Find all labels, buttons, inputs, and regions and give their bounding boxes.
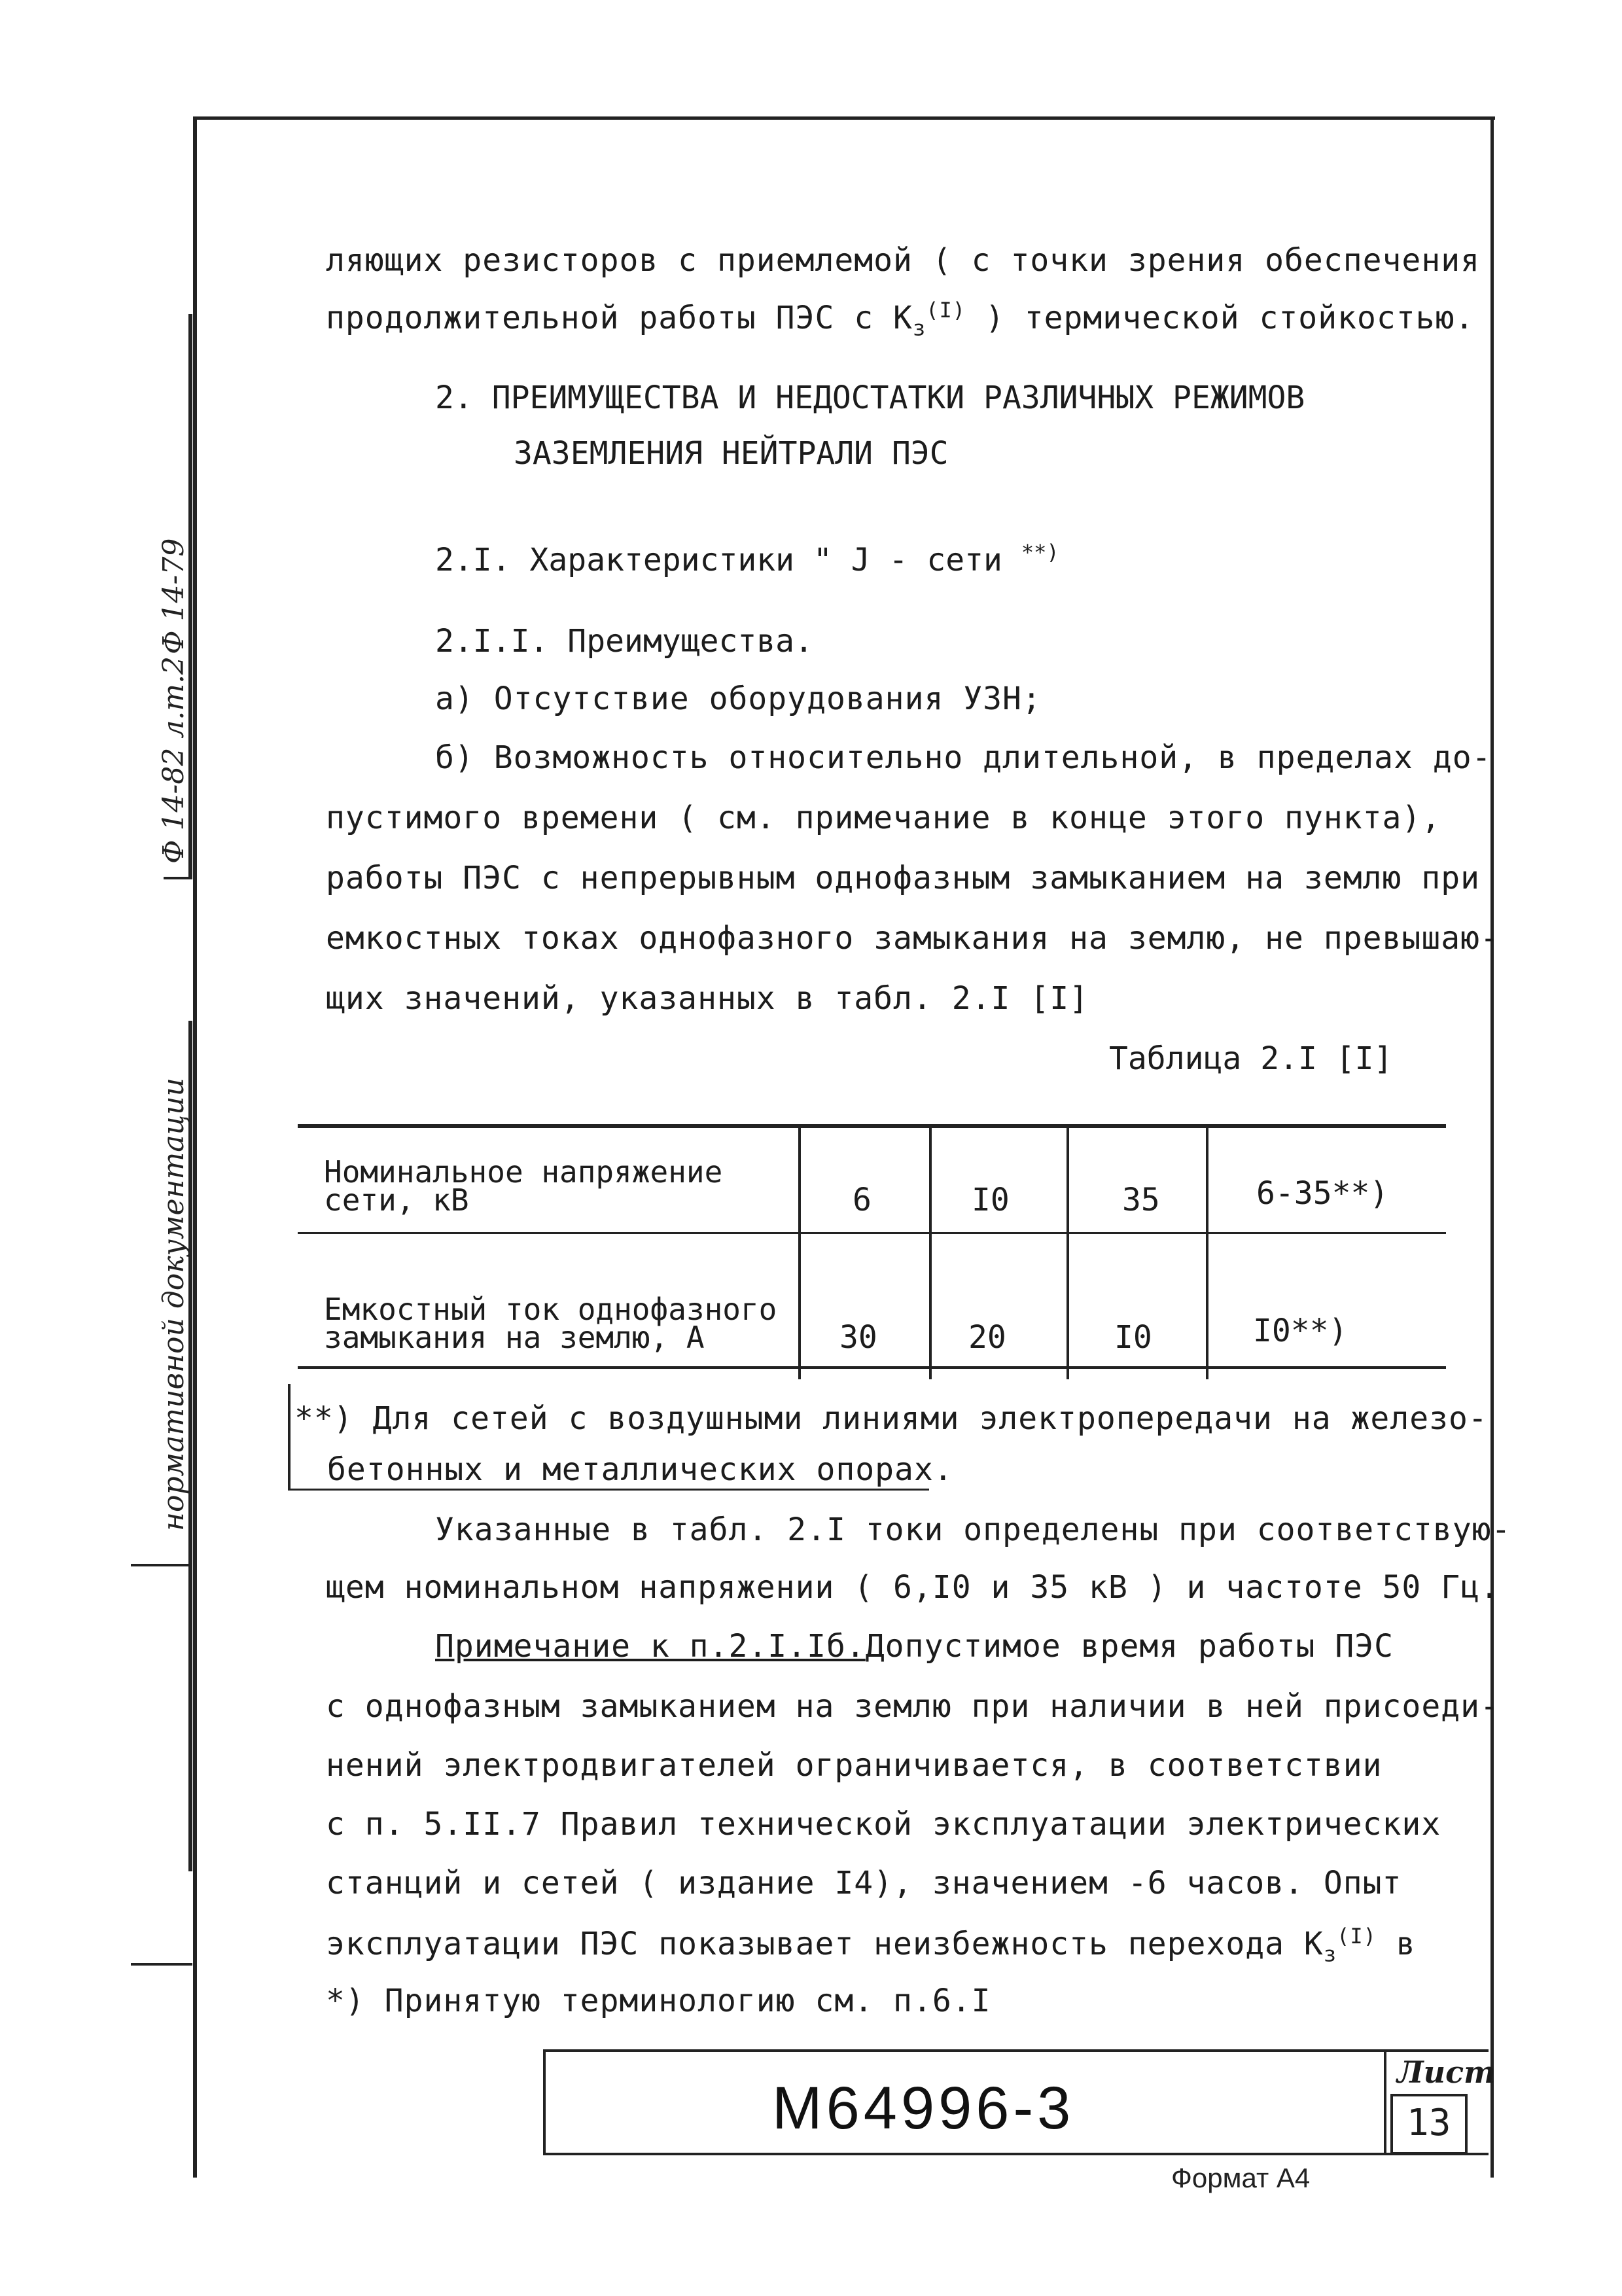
subsubsection-title: 2.I.I. Преимущества. [435,623,813,660]
row1-value-range: 6-35**) [1256,1175,1389,1212]
page-footnote: *) Принятую терминологию см. п.6.I [326,1983,991,2019]
side-dash-3 [131,1963,192,1966]
after-table-line-2: щем номинальном напряжении ( 6,I0 и 35 кВ ) и частоте 50 Гц. [326,1569,1500,1606]
frame-right-border [1490,116,1494,2178]
side-dash-2 [131,1564,192,1566]
after-table-line-1: Указанные в табл. 2.I токи определены при соответствую- [435,1511,1511,1548]
note-line-5: станций и сетей ( издание I4), значением -6 часов. Опыт [326,1865,1402,1901]
section-title-line-2: ЗАЗЕМЛЕНИЯ НЕЙТРАЛИ ПЭС [514,435,949,472]
side-code-2: Ф 14-79 [157,538,190,654]
table-footnote-bracket [288,1384,291,1489]
row1-value-10: I0 [972,1182,1010,1218]
table-footnote-line-1: **) Для сетей с воздушными линиями электропередачи на железо- [294,1400,1488,1437]
item-b-line-5: щих значений, указанных в табл. 2.I [I] [326,980,1089,1017]
table-top-rule [298,1124,1446,1128]
table-col-sep-4 [1206,1124,1208,1379]
footer-left-rule [543,2049,546,2154]
item-b-line-1: б) Возможность относительно длительной, в пределах до- [435,739,1492,776]
body-line-2: продолжительной работы ПЭС с $К_з^{(I)}$ ) термической стойкостью. [326,298,1475,341]
sheet-number: 13 [1407,2102,1451,2144]
note-line-1: Примечание к п.2.I.Iб.Допустимое время работы ПЭС [435,1628,1394,1665]
row2-label-line-1: Емкостный ток однофазного [324,1292,777,1327]
frame-left-border [193,116,197,2178]
frame-top-border [193,116,1495,120]
table-col-sep-1 [798,1124,801,1379]
row2-value-10: I0 [1114,1319,1152,1356]
item-a: а) Отсутствие оборудования УЗН; [435,680,1042,717]
table-mid-rule [298,1232,1446,1234]
note-line-2: с однофазным замыканием на землю при наличии в ней присоеди- [326,1688,1500,1725]
subsection-title: 2.I. Характеристики " J - сети **) [435,540,1059,578]
table-footnote-line-2: бетонных и металлических опорах. [327,1451,953,1488]
row1-label-line-2: сети, кВ [324,1182,469,1218]
note-line-4: с п. 5.II.7 Правил технической эксплуатации электрических [326,1806,1441,1843]
row2-label-line-2: замыкания на землю, А [324,1320,705,1355]
footer-mid-rule [1384,2049,1386,2154]
row2-value-20: 20 [968,1319,1006,1356]
footer-bottom-rule [543,2153,1489,2155]
document-code: М64996-3 [772,2075,1075,2142]
section-title-line-1: 2. ПРЕИМУЩЕСТВА И НЕДОСТАТКИ РАЗЛИЧНЫХ РЕЖИМОВ [435,380,1305,416]
sheet-label: Лист [1397,2055,1496,2090]
body-line-1: ляющих резисторов с приемлемой ( с точки зрения обеспечения [326,242,1481,279]
row1-label-line-1: Номинальное напряжение [324,1154,723,1190]
row1-value-35: 35 [1122,1182,1160,1218]
row2-value-30: 30 [839,1319,877,1356]
side-code-1: Ф 14-82 л.m.2 [157,656,190,864]
table-col-sep-3 [1067,1124,1069,1379]
item-b-line-4: емкостных токах однофазного замыкания на землю, не превышаю- [326,920,1500,957]
side-vertical-label: нормативной документации [157,1078,190,1531]
note-line-3: нений электродвигателей ограничивается, в соответствии [326,1747,1383,1784]
side-dash-1 [164,877,192,879]
table-caption: Таблица 2.I [I] [1109,1040,1393,1077]
item-b-line-3: работы ПЭС с непрерывным однофазным замыканием на землю при [326,860,1481,896]
row2-value-last: I0**) [1253,1313,1348,1349]
table-footnote-underline [288,1489,929,1491]
footer-top-rule [543,2049,1489,2052]
table-col-sep-2 [929,1124,932,1379]
table-bottom-rule [298,1366,1446,1369]
item-b-line-2: пустимого времени ( см. примечание в конце этого пункта), [326,800,1441,836]
voltage-current-table [298,1124,1446,1379]
row1-value-6: 6 [853,1182,872,1218]
note-line-6: эксплуатации ПЭС показывает неизбежность перехода $К_з^{(I)}$ в [326,1924,1416,1967]
paper-format: Формат А4 [1171,2163,1311,2193]
